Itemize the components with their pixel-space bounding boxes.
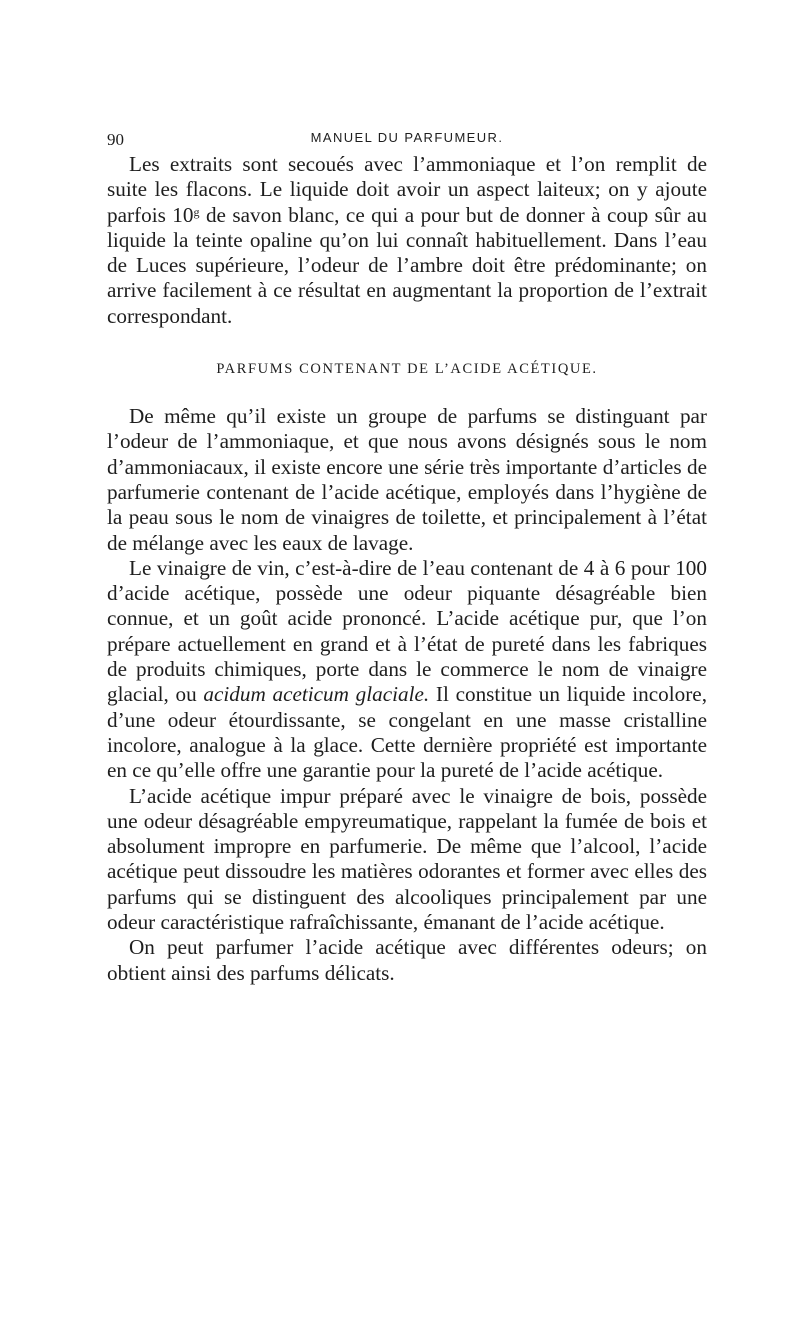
intro-text-part-2: de savon blanc, ce qui a pour but de donner à coup sûr au liquide la teinte opaline qu’on lui connaît habituellement. Dans l’eau de Luces supérieure, l’odeur de l’ambre doit être prédominante; on arrive facilement à ce résultat en augmentant la proportion de l’extrait correspondant. [107,202,707,328]
section-paragraph-3: L’acide acétique impur préparé avec le vinaigre de bois, possède une odeur désagréable empyreumatique, rappelant la fumée de bois et absolument impropre en parfumerie. De même que l’alcool, l’acide acétique peut dissoudre les matières odorantes et former avec elles des parfums qui se distinguent des alcooliques principalement par une odeur caractéristique rafraîchissante, émanant de l’acide acétique. [107,783,707,935]
running-head-title: MANUEL DU PARFUMEUR. [310,130,504,145]
body-text [107,152,707,986]
paragraph-2-text-part-2: Il constitue un liquide incolore, d’une odeur étourdissante, se congelant en une masse cristalline incolore, analogue à la glace. Cette dernière propriété est importante en ce qu’elle offre une garantie pour la pureté de l’acide acétique. [107,682,707,783]
book-page [107,126,707,986]
section-paragraph-4: On peut parfumer l’acide acétique avec différentes odeurs; on obtient ainsi des parfums délicats. [107,935,707,985]
page-number: 90 [107,130,124,149]
section-paragraph-1: De même qu’il existe un groupe de parfums se distinguant par l’odeur de l’ammoniaque, et que nous avons désignés sous le nom d’ammoniacaux, il existe encore une série très importante d’articles de parfumerie contenant de l’acide acétique, employés dans l’hygiène de la peau sous le nom de vinaigres de toilette, et principalement à l’état de mélange avec les eaux de lavage. [107,404,707,555]
latin-term: acidum aceticum glaciale. [203,682,430,707]
paragraph-2-text-part-1: Le vinaigre de vin, c’est-à-dire de l’eau contenant de 4 à 6 pour 100 d’acide acétique, possède une odeur piquante désagréable bien connue, et un goût acide prononcé. L’acide acétique pur, que l’on prépare actuellement en grand et à l’état de pureté dans les fabriques de produits chimiques, porte dans le commerce le nom de vinaigre glacial, ou [107,555,707,707]
section-title: PARFUMS CONTENANT DE L’ACIDE ACÉTIQUE. [216,361,598,378]
running-head [107,126,707,152]
gram-unit: g [193,204,200,219]
intro-text-part-1: Les extraits sont secoués avec l’ammoniaque et l’on remplit de suite les flacons. Le liquide doit avoir un aspect laiteux; on y ajoute parfois 10 [107,152,707,227]
intro-paragraph [107,152,707,329]
section-paragraph-2 [107,556,707,784]
